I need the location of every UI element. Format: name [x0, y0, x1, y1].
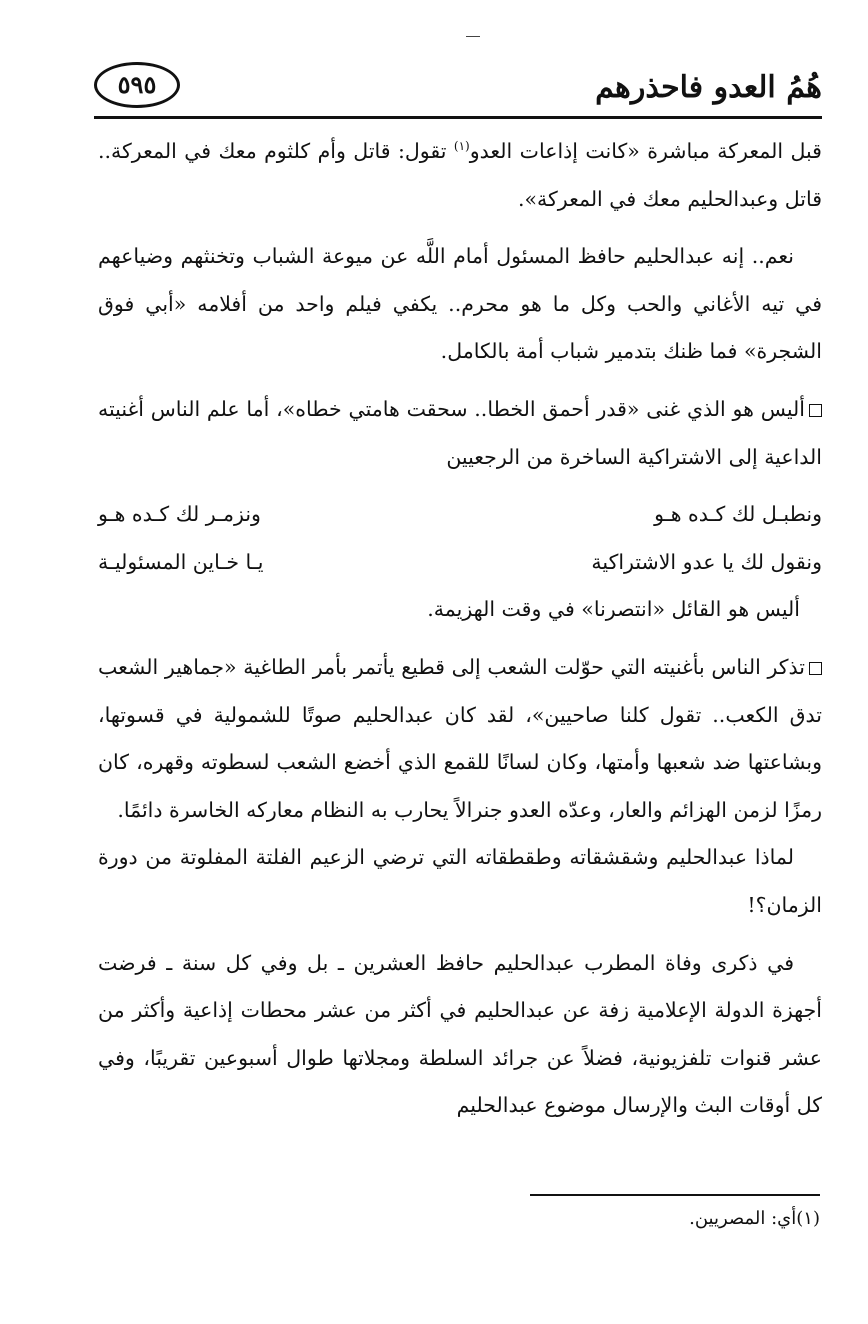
verse-2-hemistich-1: ونقول لك يا عدو الاشتراكية: [591, 549, 822, 574]
paragraph-5: [98, 644, 822, 834]
paragraph-1: [98, 128, 822, 223]
paragraph-4: أليس هو القائل «انتصرنا» في وقت الهزيمة.: [427, 597, 800, 622]
footnote: (١)أي: المصريين.: [689, 1208, 820, 1229]
verse-line-1: [98, 491, 822, 539]
header-rule: [94, 116, 822, 119]
footnote-reference: (١): [453, 139, 470, 154]
paragraph-3-text: أليس هو الذي غنى «قدر أحمق الخطا.. سحقت هامتي خطاه»، أما علم الناس أغنيته الداعية إلى الاشتراكية الساخرة من الرجعيين: [98, 396, 822, 469]
square-bullet-icon: [809, 662, 822, 675]
verse-1-hemistich-2: ونزمـر لك كـده هـو: [98, 502, 261, 527]
page-number: ٥٩٥: [94, 62, 180, 108]
scan-mark: [466, 36, 480, 37]
running-title: هُمُ العدو فاحذرهم: [595, 70, 822, 105]
paragraph-1-text-b: تقول: قاتل وأم كلثوم معك في المعركة.. قاتل وعبدالحليم معك في المعركة».: [98, 139, 822, 211]
body-text: [98, 128, 822, 1130]
paragraph-3: [98, 386, 822, 481]
page-header: [94, 62, 822, 134]
paragraph-7: في ذكرى وفاة المطرب عبدالحليم حافظ العشرين ـ بل وفي كل سنة ـ فرضت أجهزة الدولة الإعلامية زفة عن عبدالحليم في أكثر من عشر محطات إذاعية وأكثر من عشر قنوات تلفزيونية، فضلاً عن جرائد السلطة ومجلاتها طوال أسبوعين تقريبًا، وفي كل أوقات البث والإرسال موضوع عبدالحليم: [98, 950, 822, 1118]
verse-line-2: [98, 539, 822, 587]
paragraph-5-text: تذكر الناس بأغنيته التي حوّلت الشعب إلى قطيع يأتمر بأمر الطاغية «جماهير الشعب تدق الكعب.. تقول كلنا صاحيين»، لقد كان عبدالحليم صوتًا للشمولية في قسوتها، وبشاعتها ضد شعبها وأمتها، وكان لسانًا للقمع الذي أخضع الشعب لسطوته وقهره، كان رمزًا لزمن الهزائم والعار، وعدّه العدو جنرالاً يحارب به النظام معاركه الخاسرة دائمًا.: [98, 654, 822, 822]
square-bullet-icon: [809, 404, 822, 417]
verse-2-hemistich-2: يـا خـاين المسئوليـة: [98, 549, 264, 574]
verse-1-hemistich-1: ونطبـل لك كـده هـو: [654, 502, 822, 527]
paragraph-6: لماذا عبدالحليم وشقشقاته وطقطقاته التي ترضي الزعيم الفلتة المفلوتة من دورة الزمان؟!: [98, 845, 822, 917]
paragraph-2: نعم.. إنه عبدالحليم حافظ المسئول أمام اللَّه عن ميوعة الشباب وتخنثهم وضياعهم في تيه الأغاني والحب وكل ما هو محرم.. يكفي فيلم واحد من أفلامه «أبي فوق الشجرة» فما ظنك بتدمير شباب أمة بالكامل.: [98, 244, 822, 364]
paragraph-1-text-a: قبل المعركة مباشرة «كانت إذاعات العدو: [469, 139, 822, 163]
footnote-rule: [530, 1194, 820, 1196]
